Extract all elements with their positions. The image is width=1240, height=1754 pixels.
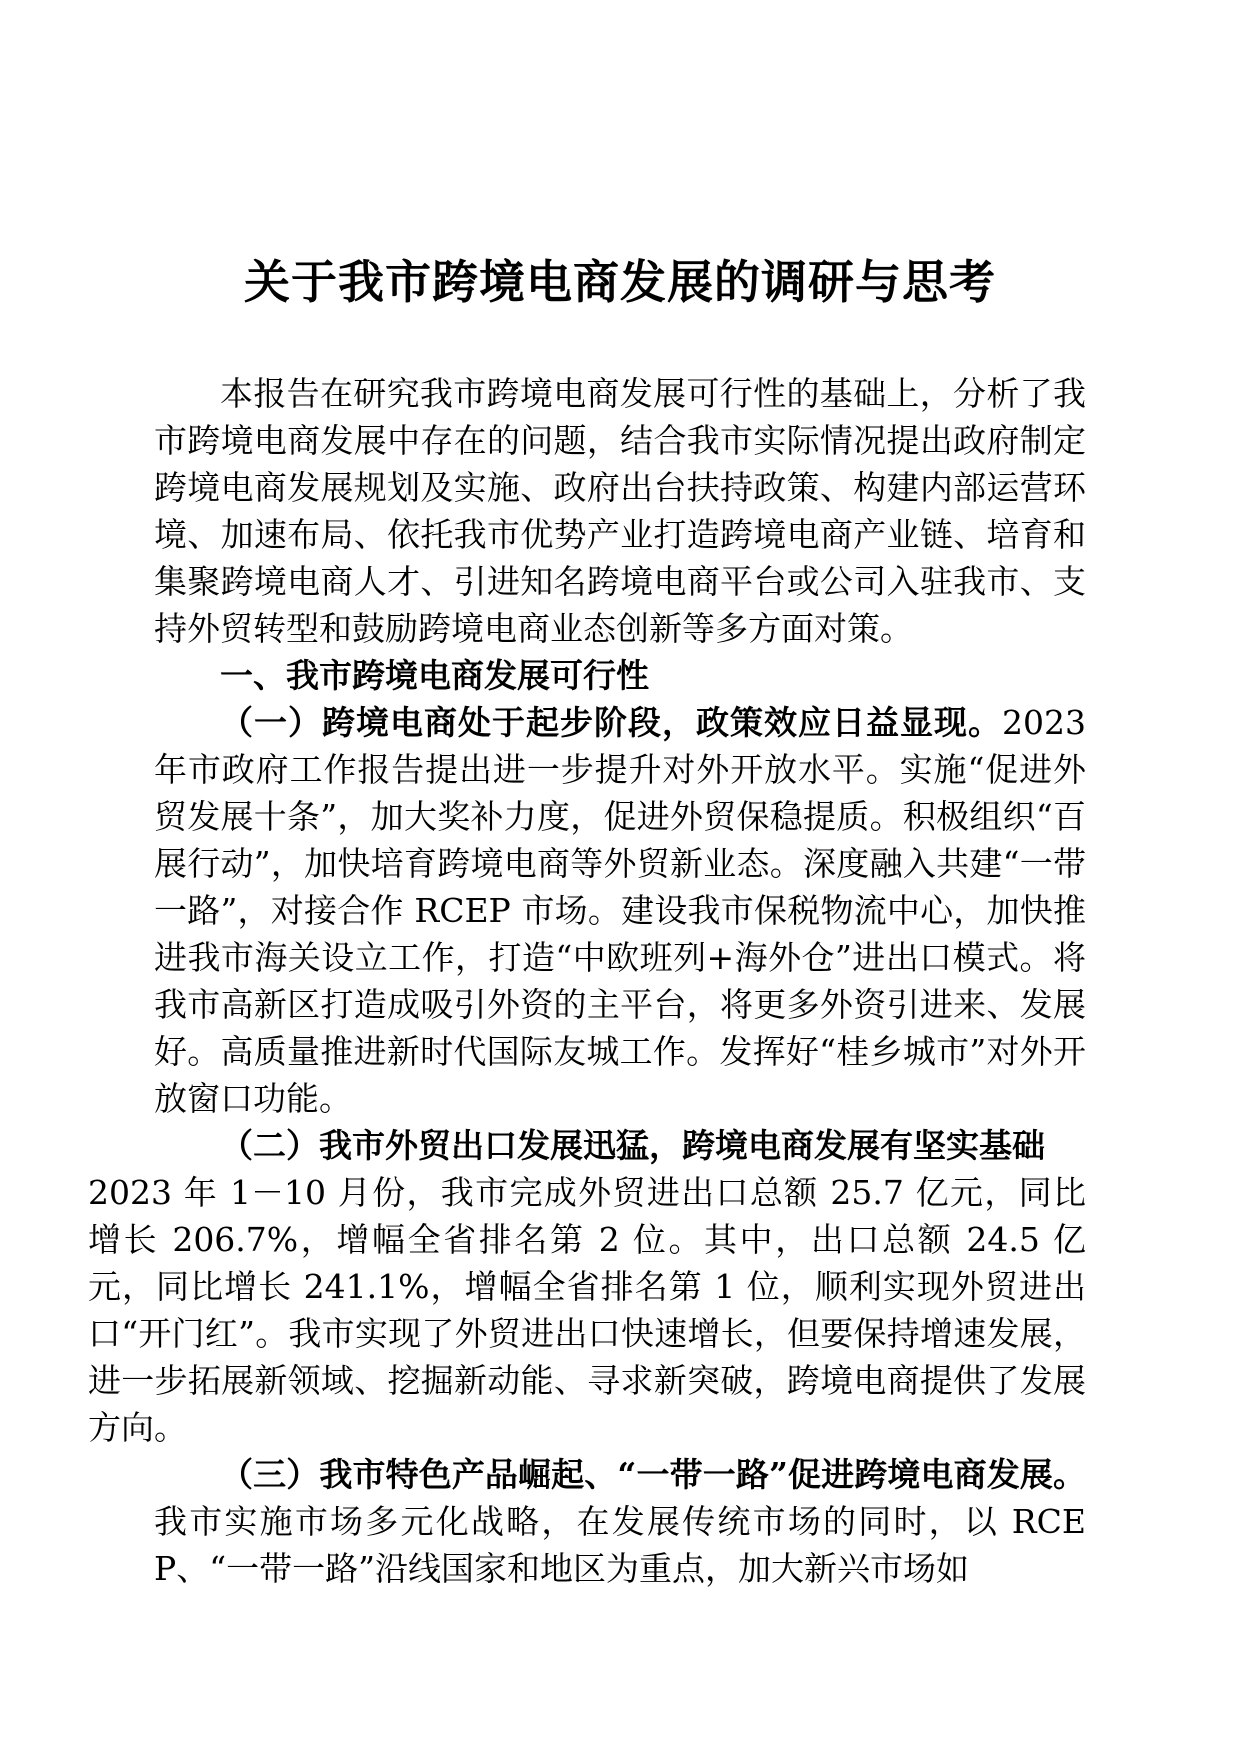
section-heading-text: 一、我市跨境电商发展可行性 xyxy=(220,656,649,695)
document-title: 关于我市跨境电商发展的调研与思考 xyxy=(244,255,996,309)
document-body xyxy=(88,370,1086,1592)
section-heading xyxy=(154,652,1086,699)
subsection-3-text: 我市实施市场多元化战略，在发展传统市场的同时，以 RCEP、“一带一路”沿线国家和地区为重点，加大新兴市场如 xyxy=(154,1502,1086,1588)
abstract-paragraph: 本报告在研究我市跨境电商发展可行性的基础上，分析了我市跨境电商发展中存在的问题，结合我市实际情况提出政府制定跨境电商发展规划及实施、政府出台扶持政策、构建内部运营环境、加速布局、依托我市优势产业打造跨境电商产业链、培育和集聚跨境电商人才、引进知名跨境电商平台或公司入驻我市、支持外贸转型和鼓励跨境电商业态创新等多方面对策。 xyxy=(154,374,1086,648)
subsection-3-lead: （三）我市特色产品崛起、“一带一路”促进跨境电商发展。 xyxy=(220,1455,1086,1494)
subsection-2-paragraph xyxy=(88,1122,1086,1451)
subsection-1-lead: （一）跨境电商处于起步阶段，政策效应日益显现。 xyxy=(220,703,1003,742)
subsection-1-paragraph xyxy=(154,699,1086,1122)
subsection-3-paragraph xyxy=(154,1451,1086,1592)
subsection-2-lead: （二）我市外贸出口发展迅猛，跨境电商发展有坚实基础 xyxy=(220,1126,1045,1165)
subsection-1-text: 2023年市政府工作报告提出进一步提升对外开放水平。实施“促进外贸发展十条”，加大奖补力度，促进外贸保稳提质。积极组织“百展行动”，加快培育跨境电商等外贸新业态。深度融入共建“一带一路”，对接合作 RCEP 市场。建设我市保税物流中心，加快推进我市海关设立工作，打造“中欧班列+海外仓”进出口模式。将我市高新区打造成吸引外资的主平台，将更多外资引进来、发展好。高质量推进新时代国际友城工作。发挥好“桂乡城市”对外开放窗口功能。 xyxy=(154,703,1086,1118)
subsection-2-text: 2023 年 1－10 月份，我市完成外贸进出口总额 25.7 亿元，同比增长 206.7%，增幅全省排名第 2 位。其中，出口总额 24.5 亿元，同比增长 241.1%，增幅全省排名第 1 位，顺利实现外贸进出口“开门红”。我市实现了外贸进出口快速增长，但要保持增速发展，进一步拓展新领域、挖掘新动能、寻求新突破，跨境电商提供了发展方向。 xyxy=(88,1173,1086,1447)
